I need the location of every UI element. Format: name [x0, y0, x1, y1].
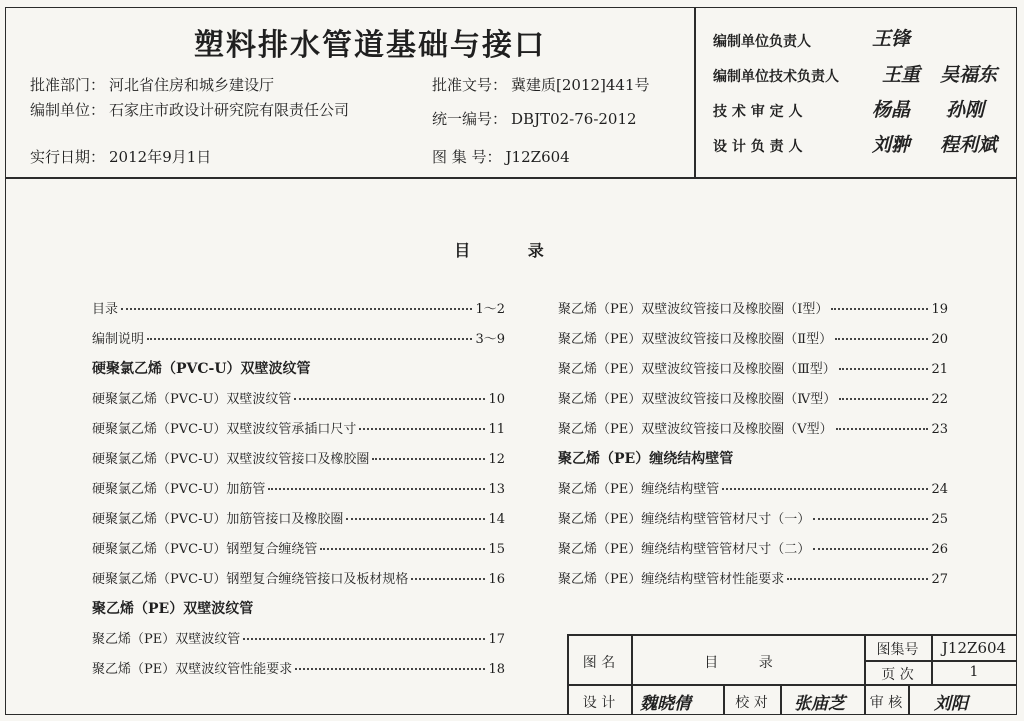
toc-entry-page: 23 — [931, 422, 948, 437]
toc-leader-dots — [372, 458, 485, 460]
toc-entry[interactable] — [558, 418, 948, 437]
compiler: 编制单位： 石家庄市政设计研究院有限责任公司 — [30, 101, 350, 119]
effective-date: 实行日期： 2012年9月1日 — [30, 148, 212, 166]
design-label: 设 计 — [582, 695, 616, 711]
signature: 杨晶 — [872, 99, 911, 121]
atlas-no-value: J12Z604 — [941, 639, 1007, 657]
toc-entry-title: 硬聚氯乙烯（PVC-U）加筋管接口及橡胶圈 — [92, 512, 344, 527]
toc-leader-dots — [243, 638, 485, 640]
title-block-col — [908, 684, 910, 715]
toc-entry-title: 聚乙烯（PE）双壁波纹管接口及橡胶圈（Ⅳ型） — [558, 392, 837, 407]
atlas-no-label: 图集号 — [876, 642, 919, 658]
toc-entry-page: 26 — [931, 542, 948, 557]
toc-entry-page: 18 — [488, 662, 505, 677]
toc-entry-page: 21 — [931, 362, 948, 377]
toc-entry[interactable] — [92, 538, 505, 557]
toc-entry-title: 聚乙烯（PE）缠绕结构壁管 — [558, 482, 720, 497]
toc-entry[interactable] — [558, 388, 948, 407]
toc-entry-title: 硬聚氯乙烯（PVC-U）双壁波纹管承插口尺寸 — [92, 422, 357, 437]
signoff-divider — [694, 7, 696, 178]
toc-entry-title: 编制说明 — [92, 332, 145, 347]
toc-leader-dots — [787, 578, 928, 580]
toc-entry-title: 硬聚氯乙烯（PVC-U）双壁波纹管 — [92, 392, 292, 407]
toc-entry-page: 10 — [488, 392, 505, 407]
signature: 王重 — [882, 64, 921, 86]
toc-entry[interactable] — [558, 358, 948, 377]
toc-leader-dots — [813, 548, 928, 550]
title-block-row — [567, 684, 1017, 686]
toc-leader-dots — [813, 518, 928, 520]
toc-leader-dots — [295, 668, 485, 670]
toc-leader-dots — [836, 428, 929, 430]
toc-entry-title: 聚乙烯（PE）双壁波纹管接口及橡胶圈（Ⅴ型） — [558, 422, 833, 437]
toc-entry-title: 聚乙烯（PE）双壁波纹管接口及橡胶圈（Ⅲ型） — [558, 362, 836, 377]
toc-entry[interactable] — [558, 508, 948, 527]
toc-entry-title: 聚乙烯（PE）缠绕结构壁管管材尺寸（二） — [558, 542, 811, 557]
toc-entry-page: 20 — [931, 332, 948, 347]
toc-title: 目 录 — [454, 241, 570, 260]
toc-entry[interactable] — [92, 418, 505, 437]
signoff-label-tech-head: 编制单位技术负责人 — [713, 69, 839, 85]
toc-entry-title: 聚乙烯（PE）缠绕结构壁管材性能要求 — [558, 572, 785, 587]
toc-leader-dots — [147, 338, 472, 340]
toc-entry-page: 14 — [488, 512, 505, 527]
toc-entry-page: 15 — [488, 542, 505, 557]
drawing-name: 目 录 — [704, 655, 791, 671]
atlas-no: 图 集 号： J12Z604 — [432, 148, 570, 166]
toc-section-heading: 硬聚氯乙烯（PVC-U）双壁波纹管 — [92, 361, 311, 377]
check-label: 校 对 — [735, 695, 768, 711]
toc-leader-dots — [294, 398, 485, 400]
approval-no: 批准文号： 冀建质[2012]441号 — [432, 76, 650, 94]
toc-entry-title: 聚乙烯（PE）缠绕结构壁管管材尺寸（一） — [558, 512, 811, 527]
toc-entry-title: 聚乙烯（PE）双壁波纹管接口及橡胶圈（Ⅱ型） — [558, 332, 833, 347]
toc-entry[interactable] — [92, 388, 505, 407]
toc-entry[interactable] — [558, 298, 948, 317]
toc-entry[interactable] — [558, 538, 948, 557]
toc-entry-page: 17 — [488, 632, 505, 647]
toc-entry-title: 聚乙烯（PE）双壁波纹管性能要求 — [92, 662, 293, 677]
toc-entry-page: 16 — [488, 572, 505, 587]
toc-entry-page: 27 — [931, 572, 948, 587]
toc-entry-title: 目录 — [92, 302, 119, 317]
toc-entry-title: 硬聚氯乙烯（PVC-U）钢塑复合缠绕管 — [92, 542, 318, 557]
title-block-col — [631, 634, 633, 715]
title-block-top — [567, 634, 1017, 636]
toc-entry-title: 硬聚氯乙烯（PVC-U）加筋管 — [92, 482, 266, 497]
toc-leader-dots — [121, 308, 472, 310]
review-signature: 刘阳 — [934, 694, 968, 714]
approval-dept: 批准部门： 河北省住房和城乡建设厅 — [30, 76, 275, 94]
signature: 程利斌 — [940, 134, 998, 156]
toc-entry-page: 1～2 — [475, 302, 505, 317]
toc-entry-page: 25 — [931, 512, 948, 527]
toc-leader-dots — [320, 548, 485, 550]
toc-entry-page: 22 — [931, 392, 948, 407]
signature: 吴福东 — [940, 64, 998, 86]
toc-leader-dots — [346, 518, 485, 520]
toc-entry[interactable] — [558, 328, 948, 347]
toc-leader-dots — [359, 428, 485, 430]
toc-entry-page: 24 — [931, 482, 948, 497]
toc-entry[interactable] — [92, 478, 505, 497]
toc-entry-page: 3～9 — [475, 332, 505, 347]
signature: 刘翀 — [872, 134, 911, 156]
toc-entry[interactable] — [92, 658, 505, 677]
page-value: 1 — [969, 664, 979, 680]
toc-entry-title: 聚乙烯（PE）双壁波纹管接口及橡胶圈（Ⅰ型） — [558, 302, 829, 317]
toc-entry[interactable] — [92, 628, 505, 647]
toc-entry-page: 19 — [931, 302, 948, 317]
toc-entry-title: 硬聚氯乙烯（PVC-U）双壁波纹管接口及橡胶圈 — [92, 452, 370, 467]
drawing-name-label: 图 名 — [582, 655, 616, 671]
check-signature: 张庙芝 — [794, 694, 845, 714]
atlas-title: 塑料排水管道基础与接口 — [194, 28, 546, 63]
toc-entry[interactable] — [558, 568, 948, 587]
toc-section-heading: 聚乙烯（PE）缠绕结构壁管 — [558, 451, 734, 467]
signoff-label-reviewer: 技 术 审 定 人 — [713, 104, 803, 120]
toc-leader-dots — [831, 308, 928, 310]
title-block-row — [864, 660, 1017, 662]
toc-entry-page: 13 — [488, 482, 505, 497]
toc-entry-title: 聚乙烯（PE）双壁波纹管 — [92, 632, 241, 647]
toc-entry-title: 硬聚氯乙烯（PVC-U）钢塑复合缠绕管接口及板材规格 — [92, 572, 409, 587]
toc-leader-dots — [722, 488, 928, 490]
toc-entry-page: 12 — [488, 452, 505, 467]
toc-entry[interactable] — [558, 478, 948, 497]
page-label: 页 次 — [881, 667, 914, 683]
toc-leader-dots — [268, 488, 485, 490]
signature: 孙刚 — [946, 99, 985, 121]
toc-entry[interactable] — [92, 298, 505, 317]
toc-entry[interactable] — [92, 568, 505, 587]
header-divider — [5, 177, 1017, 179]
unified-no: 统一编号： DBJT02-76-2012 — [432, 110, 637, 128]
review-label: 审 核 — [869, 695, 903, 711]
toc-entry[interactable] — [92, 328, 505, 347]
toc-entry[interactable] — [92, 508, 505, 527]
signoff-label-design-lead: 设 计 负 责 人 — [713, 139, 803, 155]
toc-leader-dots — [839, 398, 928, 400]
toc-leader-dots — [411, 578, 485, 580]
signature: 王锋 — [872, 28, 911, 50]
design-signature: 魏晓倩 — [640, 694, 691, 714]
toc-entry-page: 11 — [488, 422, 505, 437]
signoff-label-unit-head: 编制单位负责人 — [713, 34, 811, 50]
toc-leader-dots — [839, 368, 929, 370]
toc-leader-dots — [835, 338, 928, 340]
title-block-col — [780, 684, 782, 715]
toc-section-heading: 聚乙烯（PE）双壁波纹管 — [92, 601, 254, 617]
toc-entry[interactable] — [92, 448, 505, 467]
